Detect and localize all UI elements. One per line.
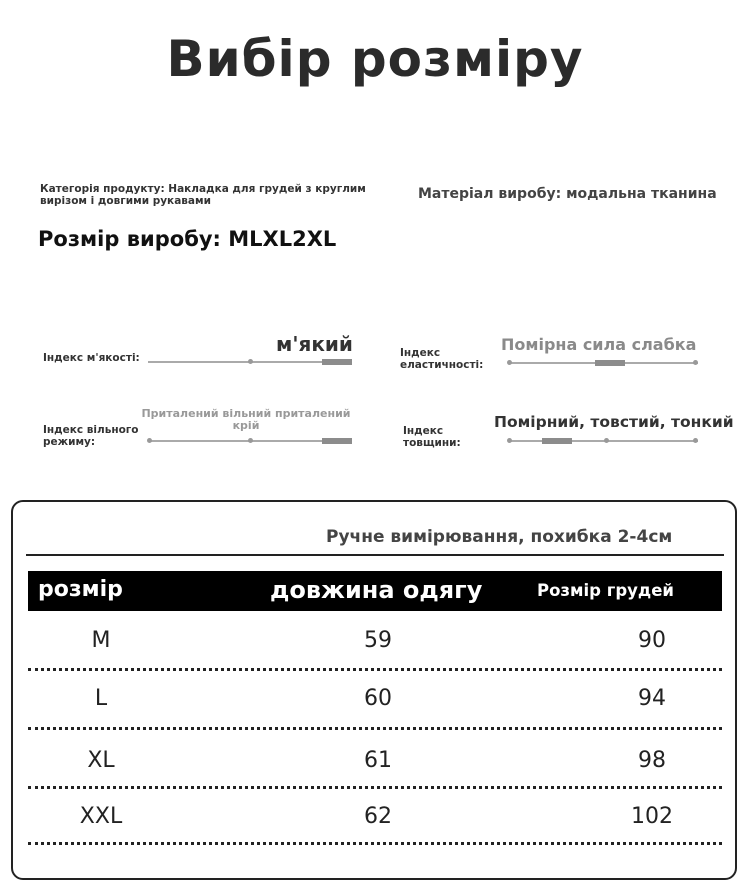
row-xxl-chest: 102 xyxy=(631,804,673,829)
row-m-length: 59 xyxy=(364,628,392,653)
row-divider xyxy=(28,727,722,730)
product-material: Матеріал виробу: модальна тканина xyxy=(418,186,717,202)
note-underline xyxy=(26,554,724,556)
thickness-index-label: Індекс товщини: xyxy=(403,425,461,449)
thickness-scale-dot xyxy=(693,438,698,443)
elasticity-scale-dot xyxy=(507,360,512,365)
row-xl-size: XL xyxy=(87,748,115,773)
fit-scale-dot xyxy=(248,438,253,443)
header-size: розмір xyxy=(38,577,123,602)
fit-scale-dot xyxy=(147,438,152,443)
product-size: Розмір виробу: MLXL2XL xyxy=(38,227,337,251)
row-divider xyxy=(28,668,722,671)
header-length: довжина одягу xyxy=(270,576,483,604)
thickness-scale-dot xyxy=(604,438,609,443)
row-m-chest: 90 xyxy=(638,628,666,653)
elasticity-index-value: Помірна сила слабка xyxy=(501,335,697,354)
softness-scale-dot xyxy=(248,359,253,364)
thickness-index-value: Помірний, товстий, тонкий xyxy=(494,413,734,431)
softness-index-label: Індекс м'якості: xyxy=(43,352,140,364)
softness-scale-marker xyxy=(322,359,352,365)
row-divider xyxy=(28,786,722,789)
row-l-chest: 94 xyxy=(638,686,666,711)
header-chest: Розмір грудей xyxy=(537,581,674,600)
page-title: Вибір розміру xyxy=(166,30,584,88)
row-l-size: L xyxy=(94,686,108,711)
row-xl-length: 61 xyxy=(364,748,392,773)
row-xxl-size: XXL xyxy=(79,804,123,829)
row-xxl-length: 62 xyxy=(364,804,392,829)
thickness-scale-dot xyxy=(507,438,512,443)
row-xl-chest: 98 xyxy=(638,748,666,773)
product-category: Категорія продукту: Накладка для грудей з круглим вирізом і довгими рукавами xyxy=(40,183,366,207)
elasticity-scale-marker xyxy=(595,360,625,366)
row-l-length: 60 xyxy=(364,686,392,711)
measurement-note: Ручне вимірювання, похибка 2-4см xyxy=(326,527,673,547)
fit-index-label: Індекс вільного режиму: xyxy=(43,424,139,448)
thickness-scale-marker xyxy=(542,438,572,444)
row-m-size: M xyxy=(91,628,111,653)
fit-index-value: Приталений вільний приталений крій xyxy=(141,407,351,432)
row-divider xyxy=(28,842,722,845)
elasticity-index-label: Індекс еластичності: xyxy=(400,347,484,371)
elasticity-scale-dot xyxy=(693,360,698,365)
softness-index-value: м'який xyxy=(276,332,353,356)
fit-scale-marker xyxy=(322,438,352,444)
